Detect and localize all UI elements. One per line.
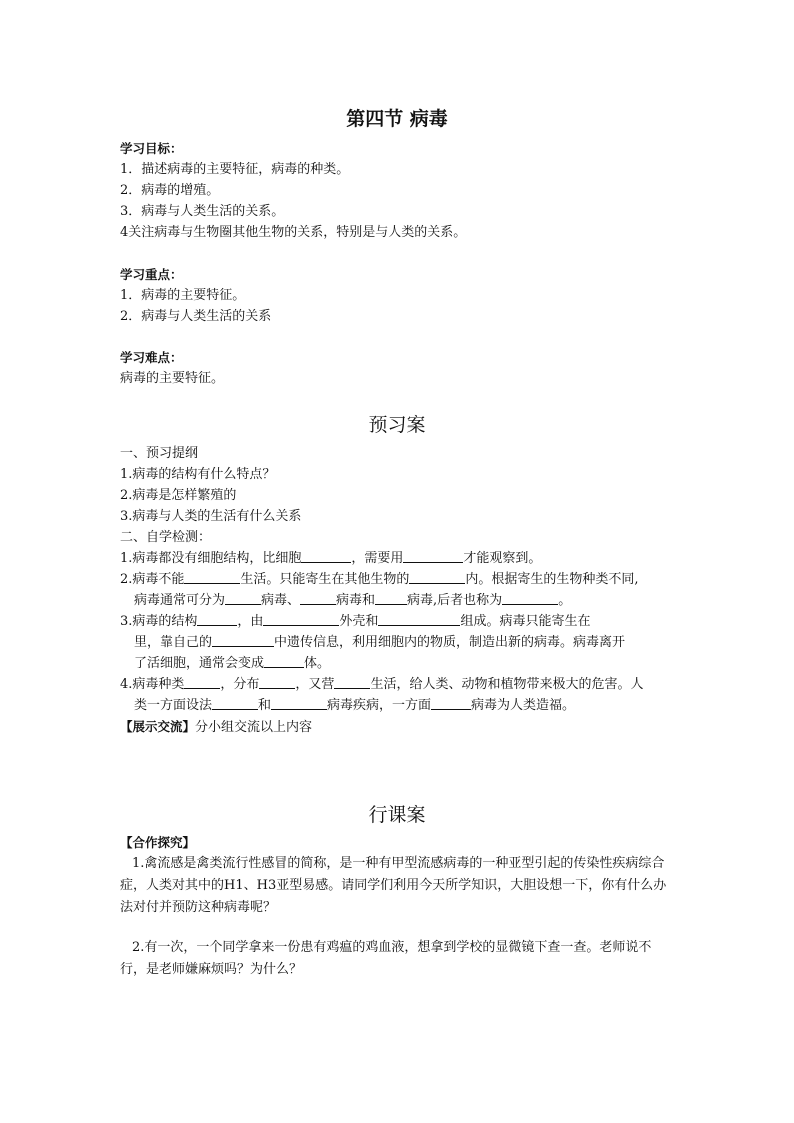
answer-blank[interactable] [212, 695, 258, 710]
objective-item: 1．描述病毒的主要特征，病毒的种类。 [120, 162, 350, 177]
page-title: 第四节 病毒 [346, 108, 448, 130]
coop-question-1: 1.禽流感是禽类流行性感冒的简称，是一种有甲型流感病毒的一种亚型引起的传染性疾病综合症，人类对其中的H1、H3亚型易感。请同学们利用今天所学知识，大胆设想一下，你有什么办法对付并预防这种病毒呢？ [120, 856, 667, 915]
objectives-heading: 学习目标： [120, 141, 183, 156]
lesson-section [120, 832, 676, 981]
answer-blank[interactable] [263, 611, 339, 626]
answer-blank[interactable] [271, 695, 327, 710]
objectives-section [120, 138, 680, 243]
outline-item: 3.病毒与人类的生活有什么关系 [120, 509, 302, 524]
key-points-section [120, 264, 680, 327]
outline-heading: 一、预习提纲 [120, 446, 199, 461]
answer-blank[interactable] [184, 569, 240, 584]
answer-blank[interactable] [378, 611, 460, 626]
check-question-2: 2.病毒不能 生活。只能寄生在其他生物的 内。根据寄生的生物种类不同, [120, 569, 680, 590]
answer-blank[interactable] [225, 590, 261, 605]
difficulty-section [120, 347, 680, 389]
answer-blank[interactable] [212, 632, 274, 647]
answer-blank[interactable] [403, 548, 463, 563]
check-question-3: 3.病毒的结构 ，由 外壳和 组成。病毒只能寄生在 [120, 611, 680, 632]
objective-item: 2．病毒的增殖。 [120, 183, 220, 198]
outline-item: 1.病毒的结构有什么特点？ [120, 467, 276, 482]
check-question-3-cont: 里，靠自己的 中遗传信息，利用细胞内的物质，制造出新的病毒。病毒离开 [120, 632, 680, 653]
answer-blank[interactable] [184, 674, 220, 689]
answer-blank[interactable] [259, 674, 295, 689]
exchange-text: 分小组交流以上内容 [195, 720, 313, 735]
exchange-label: 【展示交流】 [120, 719, 196, 734]
check-question-4-cont: 类一方面设法 和 病毒疾病，一方面 病毒为人类造福。 [120, 695, 680, 716]
objective-item: 4关注病毒与生物圈其他生物的关系，特别是与人类的关系。 [120, 225, 467, 240]
coop-question-2: 2.有一次，一个同学拿来一份患有鸡瘟的鸡血液，想拿到学校的显微镜下查一查。老师说不行，是老师嫌麻烦吗？为什么？ [120, 940, 652, 977]
lesson-title: 行课案 [368, 804, 426, 826]
answer-blank[interactable] [502, 590, 558, 605]
answer-blank[interactable] [264, 653, 304, 668]
preview-section [120, 443, 680, 737]
outline-item: 2.病毒是怎样繁殖的 [120, 488, 237, 503]
preview-title: 预习案 [368, 414, 426, 436]
check-question-4: 4.病毒种类 ，分布 ，又营 生活，给人类、动物和植物带来极大的危害。人 [120, 674, 680, 695]
answer-blank[interactable] [375, 590, 407, 605]
key-point-item: 1．病毒的主要特征。 [120, 288, 246, 303]
answer-blank[interactable] [197, 611, 237, 626]
exchange-line [120, 716, 680, 737]
answer-blank[interactable] [431, 695, 471, 710]
difficulty-heading: 学习难点： [120, 350, 183, 365]
objective-item: 3．病毒与人类生活的关系。 [120, 204, 285, 219]
key-points-heading: 学习重点： [120, 267, 183, 282]
answer-blank[interactable] [300, 590, 336, 605]
answer-blank[interactable] [409, 569, 465, 584]
difficulty-text: 病毒的主要特征。 [120, 371, 225, 386]
key-point-item: 2．病毒与人类生活的关系 [120, 309, 272, 324]
coop-label: 【合作探究】 [120, 835, 196, 850]
check-question-1: 1.病毒都没有细胞结构，比细胞 ，需要用 才能观察到。 [120, 548, 680, 569]
answer-blank[interactable] [334, 674, 370, 689]
check-question-3-cont: 了活细胞，通常会变成 体。 [120, 653, 680, 674]
answer-blank[interactable] [301, 548, 351, 563]
check-question-2-cont: 病毒通常可分为 病毒、 病毒和 病毒,后者也称为 。 [120, 590, 680, 611]
check-heading: 二、自学检测： [120, 530, 212, 545]
